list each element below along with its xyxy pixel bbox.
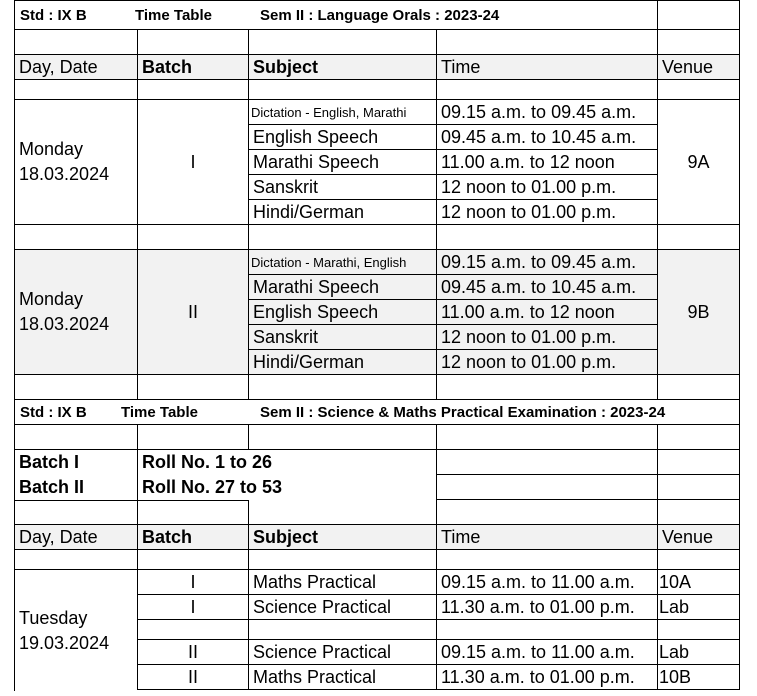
- subject-cell: Hindi/German: [248, 200, 436, 225]
- time-cell: 12 noon to 01.00 p.m.: [436, 350, 657, 375]
- venue-cell: 9A: [657, 100, 740, 225]
- batch-cell: II: [137, 640, 248, 665]
- batch-roll-row: [14, 475, 740, 500]
- venue-cell: Lab: [657, 595, 740, 620]
- col-subject: Subject: [248, 525, 436, 550]
- column-header-row: [14, 525, 740, 550]
- day-date-cell: [14, 250, 137, 375]
- subject-cell: Maths Practical: [248, 665, 436, 690]
- roll-range: Roll No. 27 to 53: [137, 475, 436, 500]
- day: Tuesday: [19, 607, 88, 628]
- time-cell: 09.15 a.m. to 09.45 a.m.: [436, 250, 657, 275]
- orals-block-batch-1: [14, 100, 740, 250]
- blank-row: [14, 80, 740, 100]
- col-batch: Batch: [137, 525, 248, 550]
- time-cell: 12 noon to 01.00 p.m.: [436, 200, 657, 225]
- time-cell: 09.45 a.m. to 10.45 a.m.: [436, 275, 657, 300]
- day: Monday: [19, 289, 84, 309]
- timetable-label: Time Table: [135, 6, 212, 24]
- col-day-date: Day, Date: [14, 525, 137, 550]
- practicals-block: [14, 570, 740, 691]
- subject-cell: Sanskrit: [248, 175, 436, 200]
- col-venue: Venue: [657, 525, 740, 550]
- day-date-cell: [14, 100, 137, 225]
- blank-row: [14, 500, 740, 525]
- batch-cell: II: [137, 250, 248, 375]
- column-header-row: [14, 55, 740, 80]
- venue-cell: 10A: [657, 570, 740, 595]
- orals-block-batch-2: [14, 250, 740, 400]
- time-cell: 11.30 a.m. to 01.00 p.m.: [436, 665, 657, 690]
- subject-cell: Sanskrit: [248, 325, 436, 350]
- timetable-sheet: [14, 0, 740, 691]
- batch-cell: I: [137, 570, 248, 595]
- date: 18.03.2024: [19, 164, 110, 184]
- timetable-label: Time Table: [121, 403, 198, 421]
- time-cell: 11.00 a.m. to 12 noon: [436, 300, 657, 325]
- col-day-date: Day, Date: [14, 55, 137, 80]
- subject-cell: Dictation - English, Marathi: [248, 100, 436, 125]
- col-batch: Batch: [137, 55, 248, 80]
- blank-row: [14, 425, 740, 450]
- subject-cell: Science Practical: [248, 640, 436, 665]
- blank-row: [14, 550, 740, 570]
- time-cell: 11.30 a.m. to 01.00 p.m.: [436, 595, 657, 620]
- header-row-practicals: [14, 400, 740, 425]
- time-cell: 09.15 a.m. to 09.45 a.m.: [436, 100, 657, 125]
- batch-label: Batch II: [14, 475, 137, 500]
- header-empty-cell: [657, 0, 740, 30]
- col-venue: Venue: [657, 55, 740, 80]
- header-cell: [14, 400, 740, 425]
- subject-cell: English Speech: [248, 300, 436, 325]
- blank-row: [14, 30, 740, 55]
- subject-cell: English Speech: [248, 125, 436, 150]
- subject-cell: Science Practical: [248, 595, 436, 620]
- subject-cell: Marathi Speech: [248, 150, 436, 175]
- std-label: Std : IX B: [20, 6, 87, 24]
- roll-range: Roll No. 1 to 26: [137, 450, 436, 475]
- time-cell: 09.15 a.m. to 11.00 a.m.: [436, 640, 657, 665]
- time-cell: 11.00 a.m. to 12 noon: [436, 150, 657, 175]
- exam-title: Sem II : Science & Maths Practical Examination : 2023-24: [260, 403, 666, 421]
- batch-roll-row: [14, 450, 740, 475]
- subject-cell: Hindi/German: [248, 350, 436, 375]
- exam-title: Sem II : Language Orals : 2023-24: [260, 6, 500, 24]
- header-row-orals: [14, 0, 740, 30]
- batch-cell: II: [137, 665, 248, 690]
- header-cell: [14, 0, 657, 30]
- col-time: Time: [436, 55, 657, 80]
- day: Monday: [19, 139, 84, 159]
- time-cell: 09.15 a.m. to 11.00 a.m.: [436, 570, 657, 595]
- date: 19.03.2024: [19, 632, 110, 653]
- time-cell: 09.45 a.m. to 10.45 a.m.: [436, 125, 657, 150]
- col-time: Time: [436, 525, 657, 550]
- batch-cell: I: [137, 100, 248, 225]
- col-subject: Subject: [248, 55, 436, 80]
- batch-cell: I: [137, 595, 248, 620]
- batch-label: Batch I: [14, 450, 137, 475]
- subject-cell: Marathi Speech: [248, 275, 436, 300]
- venue-cell: 10B: [657, 665, 740, 690]
- subject-cell: Maths Practical: [248, 570, 436, 595]
- venue-cell: 9B: [657, 250, 740, 375]
- subject-cell: Dictation - Marathi, English: [248, 250, 436, 275]
- venue-cell: Lab: [657, 640, 740, 665]
- time-cell: 12 noon to 01.00 p.m.: [436, 325, 657, 350]
- time-cell: 12 noon to 01.00 p.m.: [436, 175, 657, 200]
- date: 18.03.2024: [19, 314, 110, 334]
- day-date-cell: [14, 570, 137, 691]
- std-label: Std : IX B: [20, 403, 87, 421]
